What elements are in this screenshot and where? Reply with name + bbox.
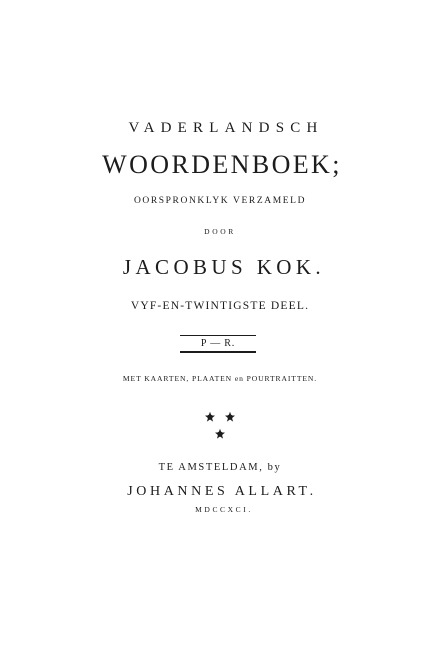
author-name: JACOBUS KOK. [122, 255, 326, 279]
letter-range-box: P — R. [180, 335, 256, 353]
main-title: WOORDENBOEK; [102, 150, 342, 179]
fleuron-star-icon [205, 412, 215, 422]
series-title: VADERLANDSCH [128, 120, 324, 136]
fleuron-star-icon [215, 429, 225, 439]
publication-date: MDCCXCI. [195, 505, 253, 514]
publisher-name: JOHANNES ALLART. [127, 484, 317, 499]
three-star-fleuron-icon [200, 409, 240, 443]
fleuron-star-icon [225, 412, 235, 422]
by-word: DOOR [204, 227, 236, 236]
subtitle: OORSPRONKLYK VERZAMELD [133, 196, 307, 206]
place-of-publication: TE AMSTELDAM, by [158, 462, 282, 473]
illustrations-note: MET KAARTEN, PLAATEN en POURTRAITTEN. [122, 374, 318, 383]
volume-label: VYF-EN-TWINTIGSTE DEEL. [130, 300, 310, 312]
